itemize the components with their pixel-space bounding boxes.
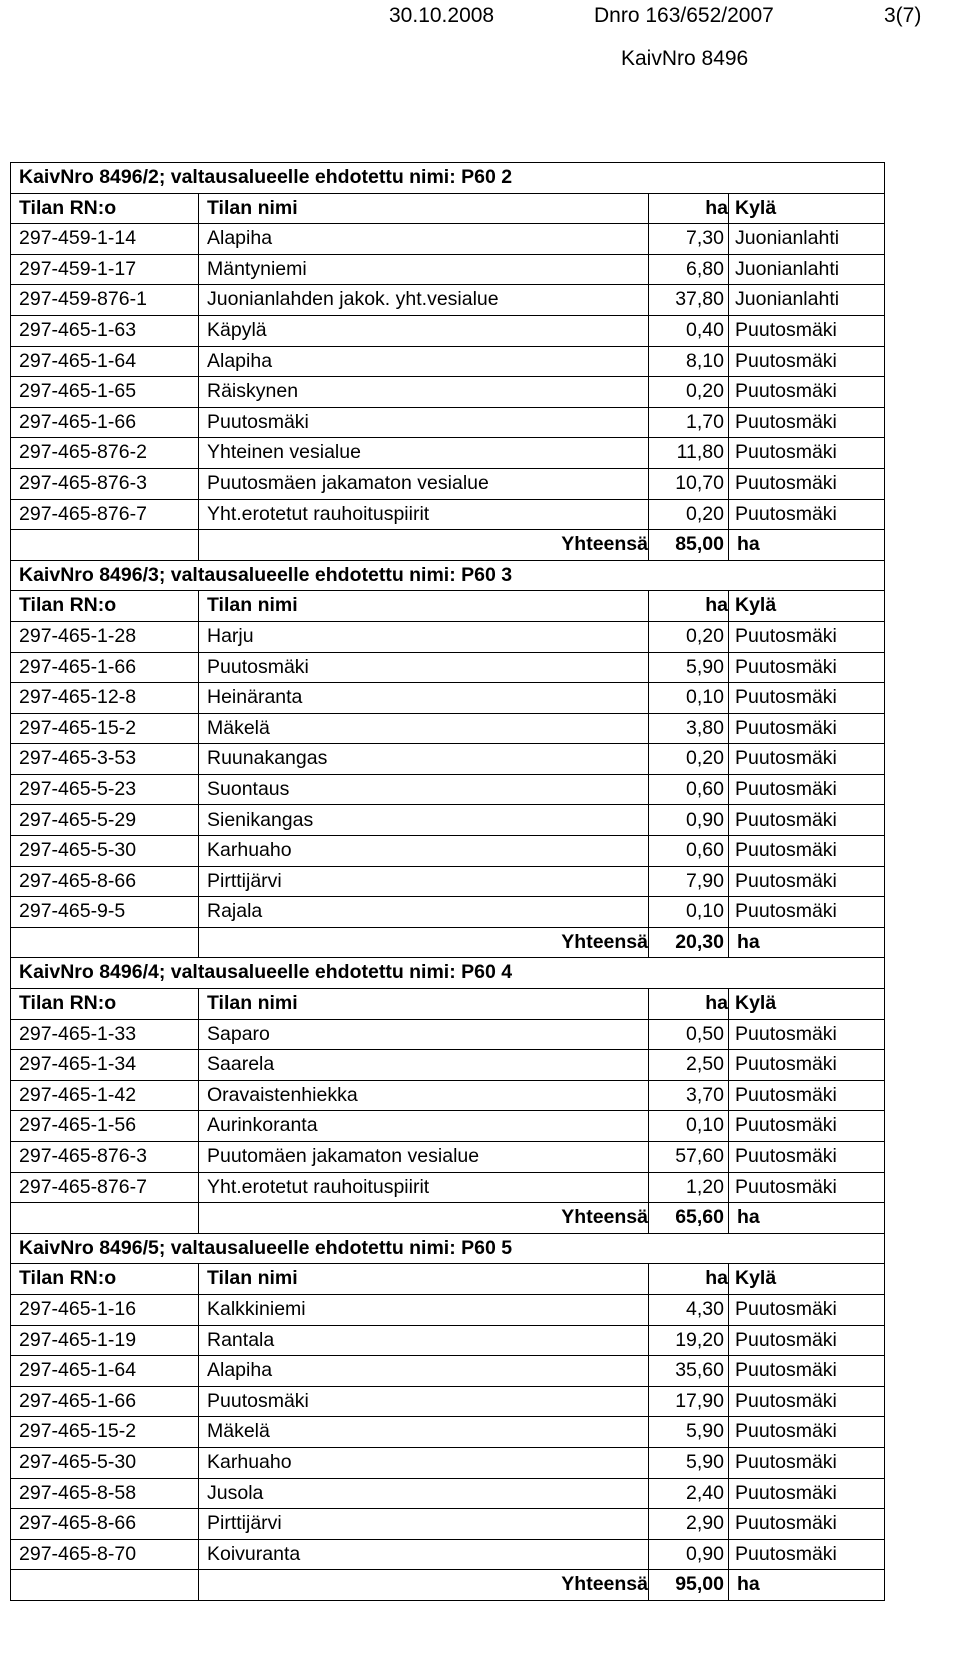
column-header-kyla: Kylä	[729, 1264, 885, 1295]
property-table	[10, 162, 885, 1601]
cell-rn: 297-465-876-7	[11, 499, 199, 530]
cell-ha: 0,60	[649, 836, 729, 867]
column-header-kyla: Kylä	[729, 193, 885, 224]
cell-kyla: Puutosmäki	[729, 315, 885, 346]
cell-rn: 297-465-1-56	[11, 1111, 199, 1142]
cell-ha: 0,20	[649, 377, 729, 408]
cell-rn: 297-459-876-1	[11, 285, 199, 316]
section-title: KaivNro 8496/3; valtausalueelle ehdotettu nimi: P60 3	[11, 560, 885, 591]
section-title: KaivNro 8496/5; valtausalueelle ehdotettu nimi: P60 5	[11, 1233, 885, 1264]
cell-ha: 4,30	[649, 1294, 729, 1325]
cell-name: Jusola	[199, 1478, 649, 1509]
total-unit: ha	[729, 1570, 885, 1601]
table-row	[11, 254, 885, 285]
cell-kyla: Puutosmäki	[729, 1386, 885, 1417]
cell-rn: 297-465-1-65	[11, 377, 199, 408]
cell-name: Puutosmäki	[199, 652, 649, 683]
cell-kyla: Puutosmäki	[729, 499, 885, 530]
table-row	[11, 1111, 885, 1142]
column-header-rn: Tilan RN:o	[11, 591, 199, 622]
table-row	[11, 897, 885, 928]
cell-kyla: Puutosmäki	[729, 407, 885, 438]
cell-ha: 17,90	[649, 1386, 729, 1417]
column-header-rn: Tilan RN:o	[11, 989, 199, 1020]
cell-rn: 297-465-8-70	[11, 1539, 199, 1570]
cell-ha: 7,90	[649, 866, 729, 897]
cell-ha: 2,40	[649, 1478, 729, 1509]
column-header-kyla: Kylä	[729, 591, 885, 622]
cell-rn: 297-465-5-23	[11, 774, 199, 805]
cell-rn: 297-465-1-66	[11, 1386, 199, 1417]
cell-name: Juonianlahden jakok. yht.vesialue	[199, 285, 649, 316]
cell-ha: 0,40	[649, 315, 729, 346]
cell-kyla: Juonianlahti	[729, 224, 885, 255]
cell-ha: 0,60	[649, 774, 729, 805]
column-header-row	[11, 989, 885, 1020]
cell-name: Yhteinen vesialue	[199, 438, 649, 469]
column-header-row	[11, 193, 885, 224]
cell-kyla: Puutosmäki	[729, 1447, 885, 1478]
cell-name: Saparo	[199, 1019, 649, 1050]
cell-name: Karhuaho	[199, 836, 649, 867]
property-table-body	[11, 163, 885, 1601]
total-unit: ha	[729, 927, 885, 958]
cell-kyla: Puutosmäki	[729, 1478, 885, 1509]
cell-rn: 297-465-1-16	[11, 1294, 199, 1325]
cell-ha: 11,80	[649, 438, 729, 469]
cell-rn: 297-465-12-8	[11, 683, 199, 714]
cell-name: Ruunakangas	[199, 744, 649, 775]
cell-name: Alapiha	[199, 224, 649, 255]
cell-name: Alapiha	[199, 346, 649, 377]
cell-name: Räiskynen	[199, 377, 649, 408]
cell-name: Pirttijärvi	[199, 1509, 649, 1540]
cell-ha: 0,20	[649, 744, 729, 775]
total-label: Yhteensä	[199, 1203, 649, 1234]
cell-kyla: Puutosmäki	[729, 1294, 885, 1325]
table-row	[11, 499, 885, 530]
table-row	[11, 744, 885, 775]
cell-ha: 0,10	[649, 897, 729, 928]
table-row	[11, 1080, 885, 1111]
table-row	[11, 1050, 885, 1081]
cell-name: Aurinkoranta	[199, 1111, 649, 1142]
cell-ha: 5,90	[649, 1447, 729, 1478]
cell-name: Heinäranta	[199, 683, 649, 714]
total-blank-cell	[11, 1203, 199, 1234]
cell-rn: 297-465-15-2	[11, 1417, 199, 1448]
cell-name: Harju	[199, 621, 649, 652]
cell-rn: 297-459-1-14	[11, 224, 199, 255]
cell-name: Yht.erotetut rauhoituspiirit	[199, 499, 649, 530]
cell-ha: 19,20	[649, 1325, 729, 1356]
cell-kyla: Puutosmäki	[729, 1019, 885, 1050]
total-value: 95,00	[649, 1570, 729, 1601]
cell-ha: 1,70	[649, 407, 729, 438]
section-title-row	[11, 560, 885, 591]
table-row	[11, 407, 885, 438]
total-unit: ha	[729, 1203, 885, 1234]
cell-name: Puutosmäki	[199, 1386, 649, 1417]
table-row	[11, 774, 885, 805]
cell-kyla: Puutosmäki	[729, 1417, 885, 1448]
table-row	[11, 1447, 885, 1478]
cell-ha: 57,60	[649, 1142, 729, 1173]
total-blank-cell	[11, 927, 199, 958]
column-header-ha: ha	[649, 989, 729, 1020]
cell-rn: 297-465-9-5	[11, 897, 199, 928]
cell-name: Mäkelä	[199, 1417, 649, 1448]
cell-rn: 297-465-3-53	[11, 744, 199, 775]
cell-ha: 3,80	[649, 713, 729, 744]
table-row	[11, 1539, 885, 1570]
page-number: 3(7)	[884, 4, 922, 27]
total-blank-cell	[11, 530, 199, 561]
cell-kyla: Puutosmäki	[729, 346, 885, 377]
cell-ha: 0,20	[649, 499, 729, 530]
column-header-ha: ha	[649, 193, 729, 224]
cell-kyla: Puutosmäki	[729, 744, 885, 775]
cell-name: Käpylä	[199, 315, 649, 346]
table-row	[11, 1325, 885, 1356]
column-header-name: Tilan nimi	[199, 1264, 649, 1295]
cell-kyla: Puutosmäki	[729, 683, 885, 714]
table-row	[11, 866, 885, 897]
cell-ha: 2,50	[649, 1050, 729, 1081]
total-label: Yhteensä	[199, 1570, 649, 1601]
column-header-ha: ha	[649, 591, 729, 622]
cell-kyla: Puutosmäki	[729, 652, 885, 683]
cell-rn: 297-465-876-3	[11, 1142, 199, 1173]
cell-kyla: Puutosmäki	[729, 805, 885, 836]
cell-kyla: Puutosmäki	[729, 1325, 885, 1356]
section-title: KaivNro 8496/4; valtausalueelle ehdotettu nimi: P60 4	[11, 958, 885, 989]
total-value: 85,00	[649, 530, 729, 561]
table-row	[11, 1478, 885, 1509]
cell-kyla: Puutosmäki	[729, 377, 885, 408]
cell-ha: 0,10	[649, 683, 729, 714]
cell-name: Alapiha	[199, 1356, 649, 1387]
table-row	[11, 1172, 885, 1203]
cell-kyla: Puutosmäki	[729, 774, 885, 805]
total-label: Yhteensä	[199, 927, 649, 958]
table-row	[11, 224, 885, 255]
cell-name: Puutomäen jakamaton vesialue	[199, 1142, 649, 1173]
cell-ha: 6,80	[649, 254, 729, 285]
cell-rn: 297-465-5-30	[11, 836, 199, 867]
cell-kyla: Puutosmäki	[729, 468, 885, 499]
cell-ha: 10,70	[649, 468, 729, 499]
cell-ha: 0,90	[649, 805, 729, 836]
total-value: 65,60	[649, 1203, 729, 1234]
cell-rn: 297-465-8-66	[11, 866, 199, 897]
cell-name: Puutosmäen jakamaton vesialue	[199, 468, 649, 499]
cell-ha: 0,20	[649, 621, 729, 652]
total-row	[11, 1570, 885, 1601]
cell-kyla: Puutosmäki	[729, 1142, 885, 1173]
cell-kyla: Puutosmäki	[729, 866, 885, 897]
section-title: KaivNro 8496/2; valtausalueelle ehdotettu nimi: P60 2	[11, 163, 885, 194]
cell-kyla: Puutosmäki	[729, 1539, 885, 1570]
cell-rn: 297-465-876-7	[11, 1172, 199, 1203]
cell-ha: 7,30	[649, 224, 729, 255]
cell-name: Yht.erotetut rauhoituspiirit	[199, 1172, 649, 1203]
cell-kyla: Puutosmäki	[729, 836, 885, 867]
cell-ha: 3,70	[649, 1080, 729, 1111]
total-label: Yhteensä	[199, 530, 649, 561]
table-row	[11, 1356, 885, 1387]
cell-kyla: Puutosmäki	[729, 438, 885, 469]
cell-kyla: Puutosmäki	[729, 1172, 885, 1203]
table-row	[11, 377, 885, 408]
cell-name: Rajala	[199, 897, 649, 928]
table-row	[11, 836, 885, 867]
table-row	[11, 713, 885, 744]
cell-kyla: Puutosmäki	[729, 1080, 885, 1111]
document-number: Dnro 163/652/2007	[594, 4, 774, 27]
cell-rn: 297-459-1-17	[11, 254, 199, 285]
cell-kyla: Puutosmäki	[729, 621, 885, 652]
cell-rn: 297-465-5-30	[11, 1447, 199, 1478]
table-row	[11, 438, 885, 469]
cell-kyla: Puutosmäki	[729, 713, 885, 744]
cell-rn: 297-465-1-34	[11, 1050, 199, 1081]
column-header-name: Tilan nimi	[199, 591, 649, 622]
cell-name: Karhuaho	[199, 1447, 649, 1478]
cell-rn: 297-465-15-2	[11, 713, 199, 744]
table-row	[11, 1294, 885, 1325]
column-header-row	[11, 1264, 885, 1295]
cell-ha: 5,90	[649, 652, 729, 683]
table-row	[11, 315, 885, 346]
cell-kyla: Puutosmäki	[729, 1509, 885, 1540]
cell-name: Sienikangas	[199, 805, 649, 836]
cell-rn: 297-465-876-3	[11, 468, 199, 499]
cell-rn: 297-465-1-64	[11, 346, 199, 377]
cell-rn: 297-465-1-64	[11, 1356, 199, 1387]
table-row	[11, 1142, 885, 1173]
cell-rn: 297-465-5-29	[11, 805, 199, 836]
column-header-kyla: Kylä	[729, 989, 885, 1020]
cell-ha: 2,90	[649, 1509, 729, 1540]
table-row	[11, 1417, 885, 1448]
cell-ha: 1,20	[649, 1172, 729, 1203]
cell-kyla: Puutosmäki	[729, 1356, 885, 1387]
cell-name: Suontaus	[199, 774, 649, 805]
section-title-row	[11, 958, 885, 989]
cell-rn: 297-465-1-28	[11, 621, 199, 652]
cell-kyla: Puutosmäki	[729, 897, 885, 928]
table-row	[11, 1019, 885, 1050]
cell-rn: 297-465-8-58	[11, 1478, 199, 1509]
section-title-row	[11, 163, 885, 194]
cell-ha: 0,50	[649, 1019, 729, 1050]
cell-ha: 35,60	[649, 1356, 729, 1387]
cell-rn: 297-465-1-63	[11, 315, 199, 346]
cell-ha: 0,10	[649, 1111, 729, 1142]
column-header-row	[11, 591, 885, 622]
column-header-ha: ha	[649, 1264, 729, 1295]
cell-rn: 297-465-1-42	[11, 1080, 199, 1111]
section-title-row	[11, 1233, 885, 1264]
total-row	[11, 927, 885, 958]
cell-kyla: Puutosmäki	[729, 1111, 885, 1142]
column-header-rn: Tilan RN:o	[11, 1264, 199, 1295]
cell-rn: 297-465-876-2	[11, 438, 199, 469]
cell-name: Mäkelä	[199, 713, 649, 744]
document-header	[0, 4, 960, 34]
cell-ha: 5,90	[649, 1417, 729, 1448]
cell-rn: 297-465-1-19	[11, 1325, 199, 1356]
cell-name: Koivuranta	[199, 1539, 649, 1570]
cell-kyla: Puutosmäki	[729, 1050, 885, 1081]
column-header-name: Tilan nimi	[199, 193, 649, 224]
total-row	[11, 530, 885, 561]
cell-rn: 297-465-1-66	[11, 407, 199, 438]
cell-ha: 37,80	[649, 285, 729, 316]
table-row	[11, 805, 885, 836]
cell-name: Pirttijärvi	[199, 866, 649, 897]
table-row	[11, 621, 885, 652]
cell-rn: 297-465-1-66	[11, 652, 199, 683]
cell-ha: 0,90	[649, 1539, 729, 1570]
cell-ha: 8,10	[649, 346, 729, 377]
column-header-rn: Tilan RN:o	[11, 193, 199, 224]
cell-kyla: Juonianlahti	[729, 285, 885, 316]
document-date: 30.10.2008	[389, 4, 495, 27]
table-row	[11, 1509, 885, 1540]
total-row	[11, 1203, 885, 1234]
table-row	[11, 468, 885, 499]
total-value: 20,30	[649, 927, 729, 958]
cell-name: Mäntyniemi	[199, 254, 649, 285]
table-row	[11, 346, 885, 377]
total-unit: ha	[729, 530, 885, 561]
kaivnro-heading: KaivNro 8496	[621, 47, 749, 70]
cell-name: Kalkkiniemi	[199, 1294, 649, 1325]
cell-name: Saarela	[199, 1050, 649, 1081]
column-header-name: Tilan nimi	[199, 989, 649, 1020]
table-row	[11, 1386, 885, 1417]
cell-kyla: Juonianlahti	[729, 254, 885, 285]
table-row	[11, 683, 885, 714]
cell-name: Puutosmäki	[199, 407, 649, 438]
cell-name: Oravaistenhiekka	[199, 1080, 649, 1111]
cell-rn: 297-465-8-66	[11, 1509, 199, 1540]
total-blank-cell	[11, 1570, 199, 1601]
cell-rn: 297-465-1-33	[11, 1019, 199, 1050]
table-row	[11, 652, 885, 683]
cell-name: Rantala	[199, 1325, 649, 1356]
table-row	[11, 285, 885, 316]
